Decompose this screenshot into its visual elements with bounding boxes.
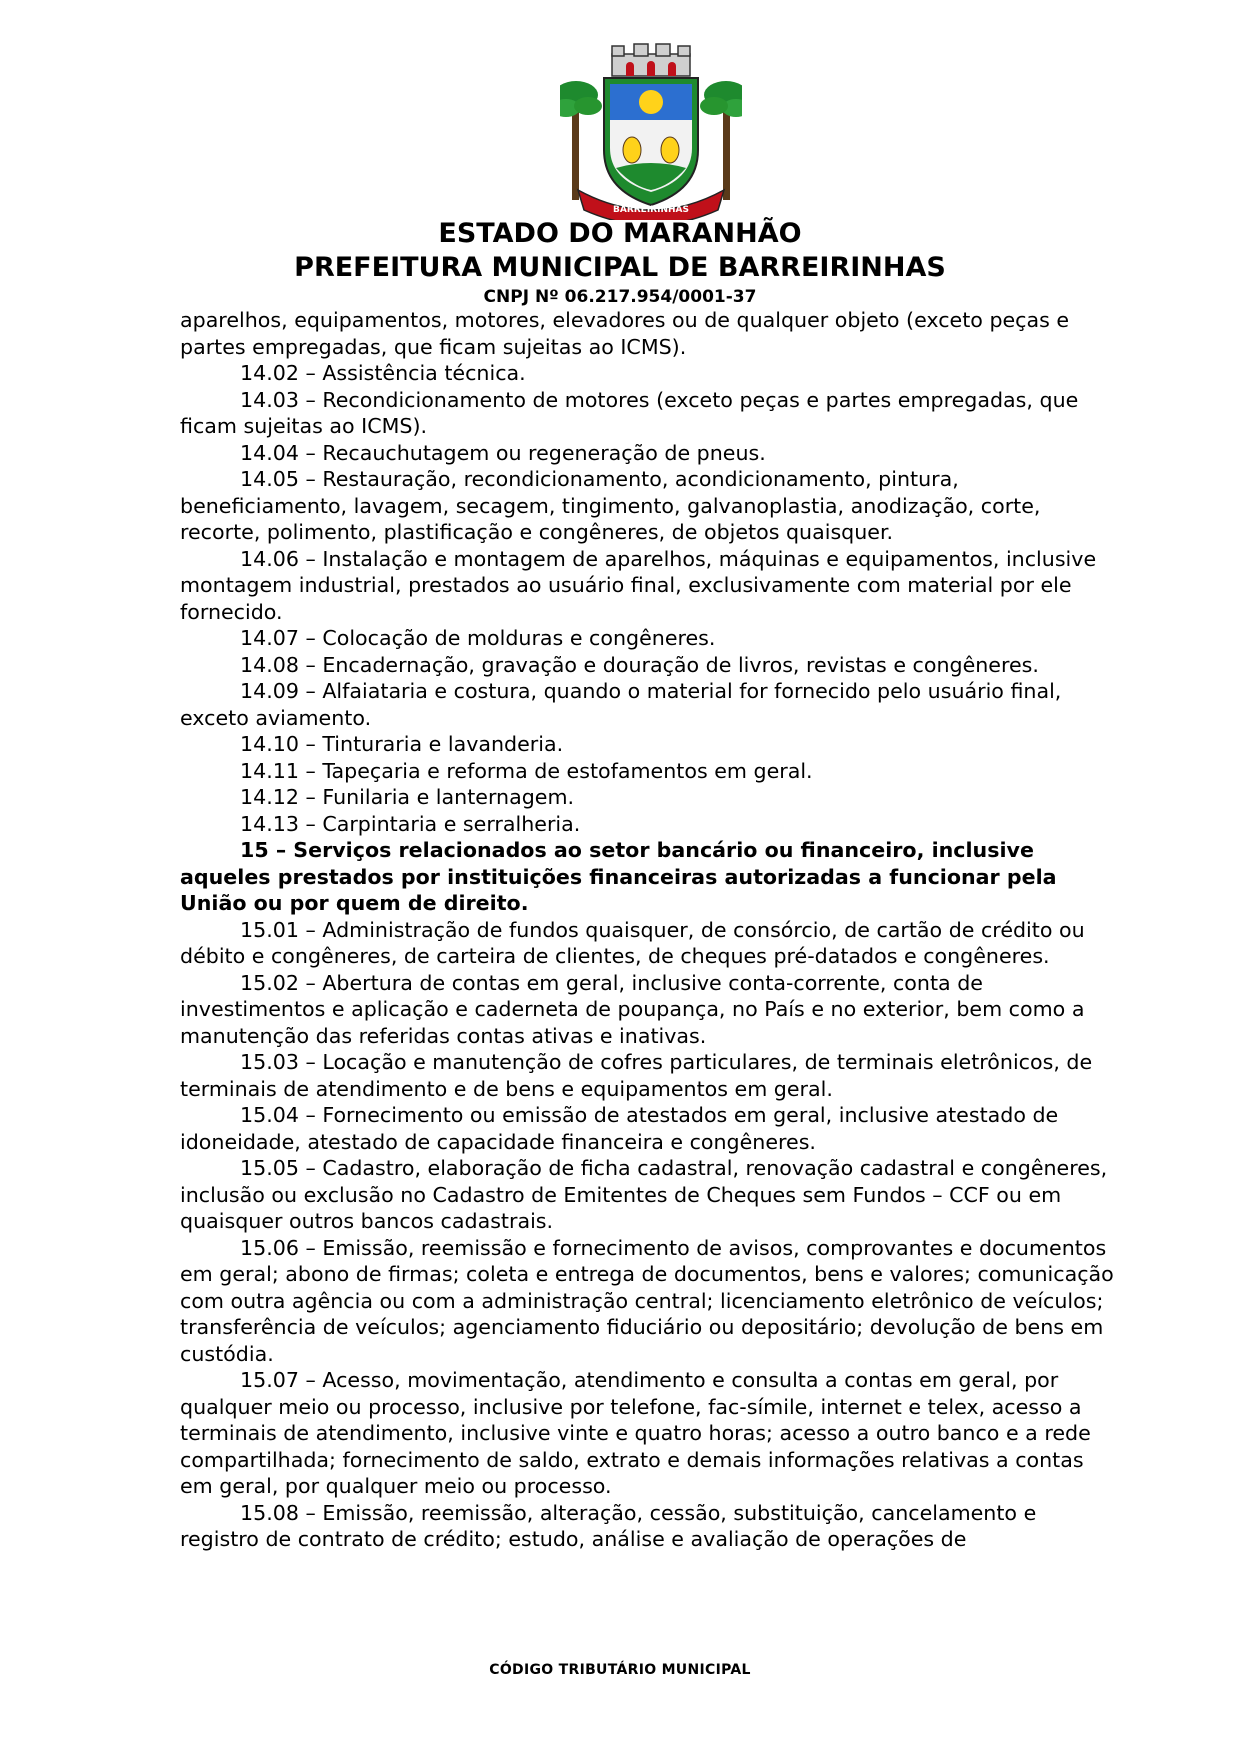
paragraph: 14.03 – Recondicionamento de motores (exceto peças e partes empregadas, que ficam sujeitas ao ICMS). bbox=[180, 387, 1079, 438]
paragraph: 15.03 – Locação e manutenção de cofres particulares, de terminais eletrônicos, de terminais de atendimento e de bens e equipamentos em geral. bbox=[180, 1050, 1093, 1101]
paragraph: 14.13 – Carpintaria e serralheria. bbox=[240, 811, 581, 836]
paragraph: 14.08 – Encadernação, gravação e douração de livros, revistas e congêneres. bbox=[240, 652, 1039, 677]
paragraph: 14.06 – Instalação e montagem de aparelhos, máquinas e equipamentos, inclusive montagem industrial, prestados ao usuário final, exclusivamente com material por ele fornecido. bbox=[180, 546, 1097, 624]
palm-tree-left bbox=[560, 81, 602, 200]
paragraph: 14.09 – Alfaiataria e costura, quando o material for fornecido pelo usuário final, exceto aviamento. bbox=[180, 679, 1062, 730]
page-footer: CÓDIGO TRIBUTÁRIO MUNICIPAL bbox=[489, 1662, 751, 1678]
paragraph: 14.10 – Tinturaria e lavanderia. bbox=[240, 732, 564, 756]
paragraph: 14.07 – Colocação de molduras e congêneres. bbox=[240, 626, 716, 650]
paragraph: 15.07 – Acesso, movimentação, atendimento e consulta a contas em geral, por qualquer meio ou processo, inclusive por telefone, fac-símile, internet e telex, acesso a terminais de atendimento, inclusive vinte e quatro horas; acesso a outro banco e a rede compartilhada; fornecimento de saldo, extrato e demais informações relativas a contas em geral, por qualquer meio ou processo. bbox=[180, 1368, 1091, 1498]
paragraph: 15.06 – Emissão, reemissão e fornecimento de avisos, comprovantes e documentos em geral; abono de firmas; coleta e entrega de documentos, bens e valores; comunicação com outra agência ou com a administração central; licenciamento eletrônico de veículos; transferência de veículos; agenciamento fiduciário ou depositário; devolução de bens em custódia. bbox=[180, 1235, 1114, 1366]
paragraph: aparelhos, equipamentos, motores, elevadores ou de qualquer objeto (exceto peças e partes empregadas, que ficam sujeitas ao ICMS). bbox=[180, 308, 1070, 359]
paragraph: 15.05 – Cadastro, elaboração de ficha cadastral, renovação cadastral e congêneres, inclusão ou exclusão no Cadastro de Emitentes de Cheques sem Fundos – CCF ou em quaisquer outros bancos cadastrais. bbox=[180, 1156, 1108, 1233]
palm-tree-right bbox=[700, 81, 742, 200]
mural-crown bbox=[612, 44, 690, 76]
paragraph: 14.05 – Restauração, recondicionamento, acondicionamento, pintura, beneficiamento, lavagem, secagem, tingimento, galvanoplastia, anodização, corte, recorte, polimento, plastificação e congêneres, de objetos quaisquer. bbox=[180, 467, 1041, 544]
shield bbox=[604, 78, 698, 205]
cnpj-line: CNPJ Nº 06.217.954/0001-37 bbox=[483, 287, 757, 307]
document-body bbox=[180, 307, 1120, 1553]
crest-banner-text: BARREIRINHAS bbox=[613, 205, 689, 215]
paragraph: 15.02 – Abertura de contas em geral, inclusive conta-corrente, conta de investimentos e aplicação e caderneta de poupança, no País e no exterior, bem como a manutenção das referidas contas ativas e inativas. bbox=[180, 970, 1085, 1048]
section-heading: 15 – Serviços relacionados ao setor bancário ou financeiro, inclusive aqueles prestados por instituições financeiras autorizadas a funcionar pela União ou por quem de direito. bbox=[180, 838, 1057, 915]
paragraph: 15.08 – Emissão, reemissão, alteração, cessão, substituição, cancelamento e registro de contrato de crédito; estudo, análise e avaliação de operações de bbox=[180, 1500, 1037, 1551]
paragraph: 15.01 – Administração de fundos quaisquer, de consórcio, de cartão de crédito ou débito e congêneres, de carteira de clientes, de cheques pré-datados e congêneres. bbox=[180, 917, 1085, 968]
municipality-title: PREFEITURA MUNICIPAL DE BARREIRINHAS bbox=[294, 252, 946, 283]
state-title: ESTADO DO MARANHÃO bbox=[438, 218, 802, 249]
paragraph: 14.12 – Funilaria e lanternagem. bbox=[240, 785, 575, 809]
paragraph: 14.04 – Recauchutagem ou regeneração de pneus. bbox=[240, 440, 766, 465]
paragraph: 14.11 – Tapeçaria e reforma de estofamentos em geral. bbox=[240, 758, 813, 783]
municipal-coat-of-arms bbox=[560, 40, 742, 220]
paragraph: 14.02 – Assistência técnica. bbox=[240, 361, 526, 385]
paragraph: 15.04 – Fornecimento ou emissão de atestados em geral, inclusive atestado de idoneidade, atestado de capacidade financeira e congêneres. bbox=[180, 1103, 1059, 1154]
